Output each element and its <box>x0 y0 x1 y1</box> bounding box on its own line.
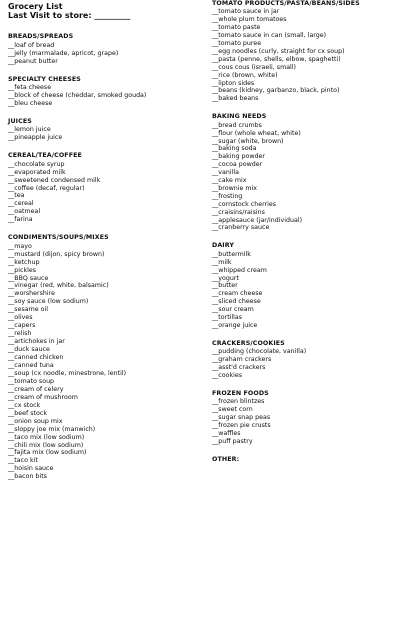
list-item: __tea <box>8 192 25 200</box>
list-item: __sweet corn <box>212 406 253 414</box>
list-item: __tomato puree <box>212 40 262 48</box>
last-visit-line: Last Visit to store: _________ <box>8 11 131 21</box>
list-item: __fajita mix (low sodium) <box>8 449 87 457</box>
list-item: __pudding (chocolate, vanilla) <box>212 348 307 356</box>
section-title: DAIRY <box>212 242 235 250</box>
list-item: __artichokes in jar <box>8 338 65 346</box>
list-item: __graham crackers <box>212 356 272 364</box>
right-sections <box>212 0 412 464</box>
list-item: __sugar snap peas <box>212 414 271 422</box>
list-item: __cookies <box>212 371 243 379</box>
list-item: __sugar (white, brown) <box>212 137 284 145</box>
list-item: __cream cheese <box>212 290 263 298</box>
list-item: __tomato sauce in can (small, large) <box>212 32 327 40</box>
list-item: __tomato paste <box>212 24 261 32</box>
list-item: __baking powder <box>212 153 265 161</box>
list-item: __brownie mix <box>212 184 257 192</box>
list-item: __cake mix <box>212 177 247 185</box>
list-item: __bleu cheese <box>8 99 53 107</box>
list-item: __butter <box>212 282 238 290</box>
section-title: CRACKERS/COOKIES <box>212 339 285 347</box>
list-item: __soup (cx noodle, minestrone, lentil) <box>8 369 127 377</box>
section-tomato-products-pasta-beans-sides <box>212 0 412 103</box>
list-item: __evaporated milk <box>8 168 66 176</box>
list-item: __chili mix (low sodium) <box>8 441 84 449</box>
list-item: __relish <box>8 330 32 338</box>
section-crackers-cookies <box>212 340 412 380</box>
list-item: __onion soup mix <box>8 417 63 425</box>
list-item: __whipped cream <box>212 266 267 274</box>
list-item: __rice (brown, white) <box>212 71 278 79</box>
list-item: __jelly (marmalade, apricot, grape) <box>8 49 119 57</box>
list-item: __cream of celery <box>8 385 64 393</box>
list-item: __mayo <box>8 242 32 250</box>
left-column <box>8 0 203 481</box>
list-item: __vinegar (red, white, balsamic) <box>8 282 109 290</box>
list-item: __chocolate syrup <box>8 160 65 168</box>
document-title: Grocery List <box>8 2 63 11</box>
section-title: BREADS/SPREADS <box>8 33 74 41</box>
list-item: __loaf of bread <box>8 41 55 49</box>
list-item: __feta cheese <box>8 84 52 92</box>
list-item: __canned tuna <box>8 361 54 369</box>
list-item: __sweetened condensed milk <box>8 176 101 184</box>
list-item: __vanilla <box>212 169 239 177</box>
section-title: JUICES <box>8 117 32 125</box>
list-item: __lipton sides <box>212 79 255 87</box>
list-item: __duck sauce <box>8 346 50 354</box>
list-item: __cornstock cherries <box>212 200 277 208</box>
list-item: __tomato soup <box>8 377 55 385</box>
list-item: __applesauce (jar/individual) <box>212 216 303 224</box>
list-item: __cocoa powder <box>212 161 263 169</box>
list-item: __oatmeal <box>8 208 41 216</box>
section-frozen-foods <box>212 390 412 446</box>
list-item: __whole plum tomatoes <box>212 16 287 24</box>
list-item: __cereal <box>8 200 34 208</box>
list-item: __taco mix (low sodium) <box>8 433 85 441</box>
list-item: __bacon bits <box>8 473 47 481</box>
section-breads-spreads <box>8 33 203 65</box>
list-item: __pasta (penne, shells, elbow, spaghetti) <box>212 55 341 63</box>
list-item: __asst'd crackers <box>212 364 266 372</box>
list-item: __ketchup <box>8 258 40 266</box>
list-item: __baking soda <box>212 145 257 153</box>
section-baking-needs <box>212 113 412 232</box>
list-item: __bread crumbs <box>212 121 262 129</box>
left-sections <box>8 33 203 481</box>
list-item: __beans (kidney, garbanzo, black, pinto) <box>212 87 340 95</box>
list-item: __flour (whole wheat, white) <box>212 129 301 137</box>
section-specialty-cheeses <box>8 76 203 108</box>
list-item: __baked beans <box>212 95 259 103</box>
list-item: __capers <box>8 322 36 330</box>
section-title: CEREAL/TEA/COFFEE <box>8 152 82 160</box>
section-cereal-tea-coffee <box>8 152 203 224</box>
list-item: __tomato sauce in jar <box>212 8 280 16</box>
list-item: __block of cheese (cheddar, smoked gouda) <box>8 92 147 100</box>
section-title: CONDIMENTS/SOUPS/MIXES <box>8 234 109 242</box>
list-item: __cranberry sauce <box>212 224 270 232</box>
list-item: __sloppy joe mix (manwich) <box>8 425 96 433</box>
list-item: __yogurt <box>212 274 239 282</box>
list-item: __orange juice <box>212 321 258 329</box>
list-item: __milk <box>212 258 232 266</box>
list-item: __cx stock <box>8 401 41 409</box>
list-item: __cous cous (israeli, small) <box>212 63 297 71</box>
section-juices <box>8 118 203 142</box>
list-item: __sour cream <box>212 306 254 314</box>
list-item: __puff pastry <box>212 437 253 445</box>
section-title: SPECIALTY CHEESES <box>8 75 81 83</box>
list-item: __frozen blintzes <box>212 398 265 406</box>
list-item: __olives <box>8 314 33 322</box>
list-item: __farina <box>8 216 33 224</box>
list-item: __coffee (decaf, regular) <box>8 184 85 192</box>
section-other <box>212 456 412 464</box>
list-item: __peanut butter <box>8 57 58 65</box>
list-item: __tortillas <box>212 314 243 322</box>
list-item: __sliced cheese <box>212 298 261 306</box>
list-item: __taco kit <box>8 457 38 465</box>
list-item: __canned chicken <box>8 354 64 362</box>
list-item: __mustard (dijon, spicy brown) <box>8 250 105 258</box>
list-item: __hoisin sauce <box>8 465 54 473</box>
section-dairy <box>212 242 412 329</box>
list-item: __beef stock <box>8 409 47 417</box>
section-title: FROZEN FOODS <box>212 389 269 397</box>
section-title: BAKING NEEDS <box>212 113 267 121</box>
list-item: __frosting <box>212 192 243 200</box>
list-item: __frozen pie crusts <box>212 422 271 429</box>
list-item: __craisins/raisins <box>212 208 265 216</box>
list-item: __waffles <box>212 429 241 437</box>
list-item: __pineapple juice <box>8 134 63 142</box>
list-item: __soy sauce (low sodium) <box>8 298 89 306</box>
list-item: __worshershire <box>8 290 55 298</box>
list-item: __pickles <box>8 266 37 274</box>
list-item: __egg noodles (curly, straight for cx soup) <box>212 47 345 55</box>
section-title: OTHER: <box>212 455 240 463</box>
list-header <box>8 0 203 21</box>
list-item: __BBQ sauce <box>8 274 49 282</box>
list-item: __buttermilk <box>212 250 251 258</box>
list-item: __lemon juice <box>8 126 51 134</box>
section-condiments-soups-mixes <box>8 234 203 481</box>
section-title: TOMATO PRODUCTS/PASTA/BEANS/SIDES <box>212 0 360 7</box>
list-item: __cream of mushroom <box>8 393 78 401</box>
right-column <box>212 0 412 464</box>
list-item: __sesame oil <box>8 306 48 314</box>
